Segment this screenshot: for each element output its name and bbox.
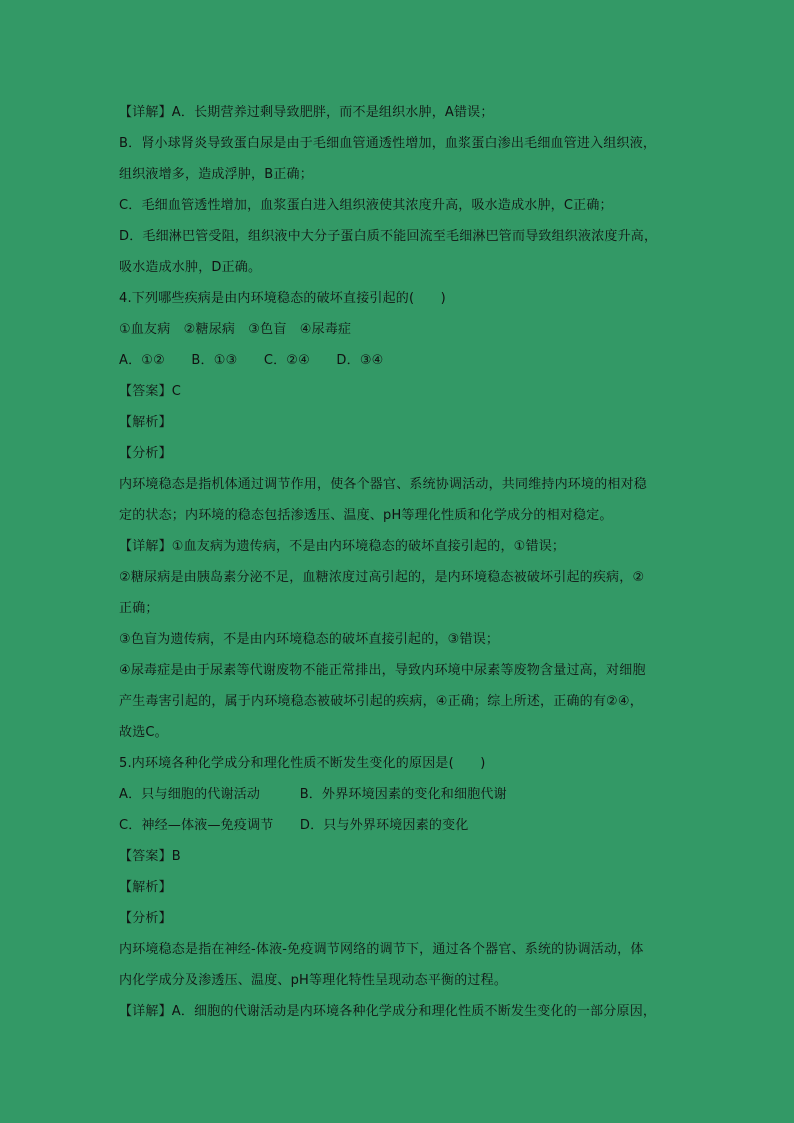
text-line: 故选C。	[119, 725, 168, 740]
analysis-subheading: 【分析】	[119, 911, 172, 926]
question-5-options-cd: C．神经—体液—免疫调节 D．只与外界环境因素的变化	[119, 818, 469, 833]
question-5: 5.内环境各种化学成分和理化性质不断发生变化的原因是( )	[119, 756, 486, 771]
text-line: ④尿毒症是由于尿素等代谢废物不能正常排出，导致内环境中尿素等废物含量过高，对细胞	[119, 663, 646, 678]
text-line: D．毛细淋巴管受阻，组织液中大分子蛋白质不能回流至毛细淋巴管而导致组织液浓度升高，	[119, 229, 658, 244]
text-line: 产生毒害引起的，属于内环境稳态被破坏引起的疾病，④正确；综上所述，正确的有②④，	[119, 694, 643, 709]
text-line: ②糖尿病是由胰岛素分泌不足，血糖浓度过高引起的，是内环境稳态被破坏引起的疾病，②	[119, 570, 645, 585]
text-line: 定的状态；内环境的稳态包括渗透压、温度、pH等理化性质和化学成分的相对稳定。	[119, 508, 613, 523]
text-line: 【详解】①血友病为遗传病，不是由内环境稳态的破坏直接引起的，①错误；	[119, 539, 566, 554]
text-line: 内化学成分及渗透压、温度、pH等理化特性呈现动态平衡的过程。	[119, 973, 508, 988]
text-line: ③色盲为遗传病，不是由内环境稳态的破坏直接引起的，③错误；	[119, 632, 500, 647]
text-line: C．毛细血管透性增加，血浆蛋白进入组织液使其浓度升高，吸水造成水肿，C正确；	[119, 198, 613, 213]
question-5-options-ab: A．只与细胞的代谢活动 B．外界环境因素的变化和细胞代谢	[119, 787, 507, 802]
question-4-options: A．①② B．①③ C．②④ D．③④	[119, 353, 384, 368]
answer-label: 【答案】C	[119, 384, 182, 399]
text-line: 【详解】A．细胞的代谢活动是内环境各种化学成分和理化性质不断发生变化的一部分原因，	[119, 1004, 657, 1019]
question-4-items: ①血友病 ②糖尿病 ③色盲 ④尿毒症	[119, 322, 352, 337]
question-4: 4.下列哪些疾病是由内环境稳态的破坏直接引起的( )	[119, 291, 446, 306]
analysis-label: 【解析】	[119, 880, 172, 895]
text-line: 【详解】A．长期营养过剩导致肥胖，而不是组织水肿，A错误；	[119, 105, 494, 120]
text-line: 正确；	[119, 601, 159, 616]
analysis-label: 【解析】	[119, 415, 172, 430]
text-line: 内环境稳态是指机体通过调节作用，使各个器官、系统协调活动，共同维持内环境的相对稳	[119, 477, 648, 492]
answer-label: 【答案】B	[119, 849, 181, 864]
text-line: 吸水造成水肿，D正确。	[119, 260, 262, 275]
text-line: 组织液增多，造成浮肿，B正确；	[119, 167, 313, 182]
text-line: B．肾小球肾炎导致蛋白尿是由于毛细血管通透性增加，血浆蛋白渗出毛细血管进入组织液，	[119, 136, 657, 151]
text-line: 内环境稳态是指在神经-体液-免疫调节网络的调节下，通过各个器官、系统的协调活动，体	[119, 942, 644, 957]
analysis-subheading: 【分析】	[119, 446, 172, 461]
